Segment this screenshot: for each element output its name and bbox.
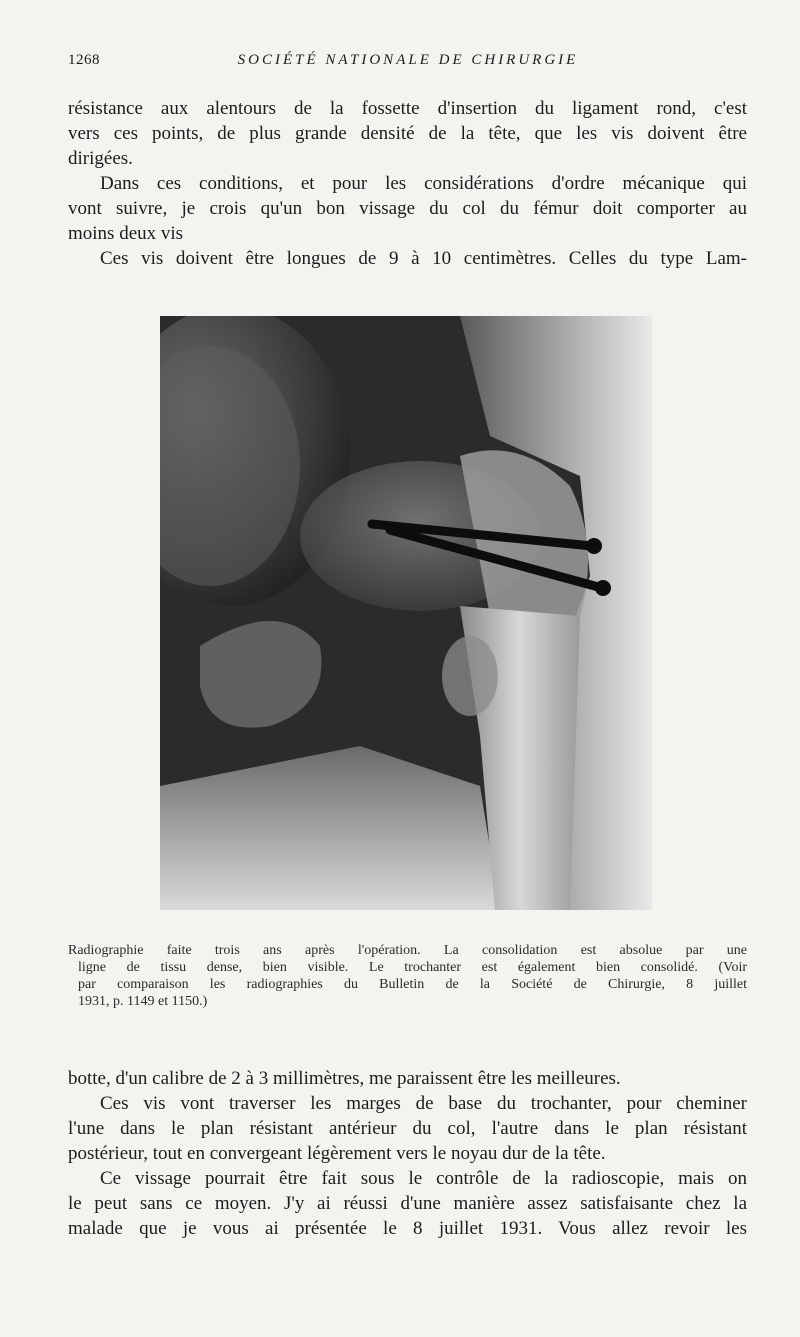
body-paragraph-1 <box>68 96 747 171</box>
body-paragraph-4 <box>68 1066 747 1091</box>
text-line: vont suivre, je crois qu'un bon vissage du col du fémur doit comporter au <box>68 198 747 219</box>
text-line: le peut sans ce moyen. J'y ai réussi d'une manière assez satisfaisante chez la <box>68 1193 747 1214</box>
caption-line: ligne de tissu dense, bien visible. Le trochanter est également bien consolidé. (Voir <box>78 960 747 975</box>
figure-caption <box>68 942 747 1010</box>
text-line: dirigées. <box>68 148 133 169</box>
radiograph-figure <box>160 316 652 910</box>
body-paragraph-5 <box>68 1091 747 1166</box>
caption-line: Radiographie faite trois ans après l'opération. La consolidation est absolue par une <box>68 943 747 958</box>
text-line: postérieur, tout en convergeant légèrement vers le noyau dur de la tête. <box>68 1143 606 1164</box>
caption-line: par comparaison les radiographies du Bulletin de la Société de Chirurgie, 8 juillet <box>78 977 747 992</box>
text-line: moins deux vis <box>68 223 184 244</box>
text-line: Ces vis doivent être longues de 9 à 10 centimètres. Celles du type Lam- <box>100 248 747 269</box>
caption-line: 1931, p. 1149 et 1150.) <box>78 994 208 1009</box>
text-line: résistance aux alentours de la fossette d'insertion du ligament rond, c'est <box>68 98 747 119</box>
text-line: Ce vissage pourrait être fait sous le contrôle de la radioscopie, mais on <box>100 1168 747 1189</box>
hip-xray-image <box>160 316 652 910</box>
text-line: Dans ces conditions, et pour les considérations d'ordre mécanique qui <box>100 173 747 194</box>
text-line: Ces vis vont traverser les marges de base du trochanter, pour cheminer <box>100 1093 747 1114</box>
body-paragraph-2 <box>68 171 747 246</box>
body-paragraph-6 <box>68 1166 747 1241</box>
body-paragraph-3 <box>68 246 747 271</box>
text-line: vers ces points, de plus grande densité de la tête, que les vis doivent être <box>68 123 747 144</box>
text-line: l'une dans le plan résistant antérieur du col, l'autre dans le plan résistant <box>68 1118 747 1139</box>
running-head-title: SOCIÉTÉ NATIONALE DE CHIRURGIE <box>237 52 579 68</box>
page-number: 1268 <box>68 52 100 68</box>
running-header <box>68 52 748 74</box>
text-line: malade que je vous ai présentée le 8 juillet 1931. Vous allez revoir les <box>68 1218 747 1239</box>
text-line: botte, d'un calibre de 2 à 3 millimètres, me paraissent être les meilleures. <box>68 1068 621 1089</box>
